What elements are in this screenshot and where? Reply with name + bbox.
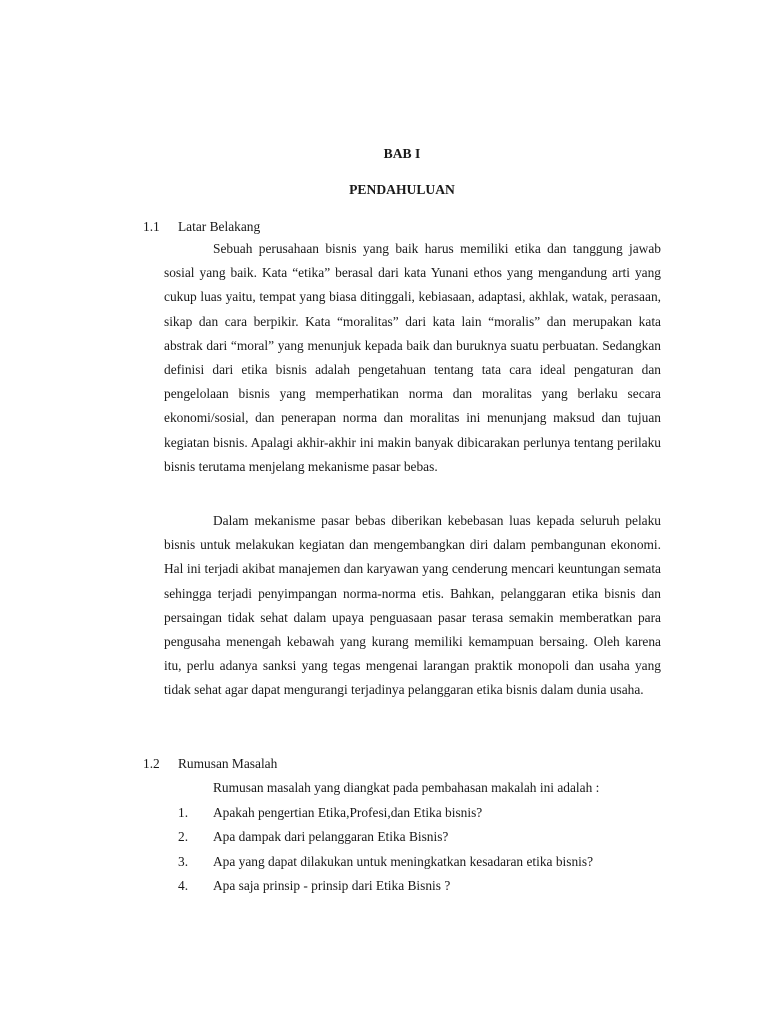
paragraph-latar-belakang-1: Sebuah perusahaan bisnis yang baik harus memiliki etika dan tanggung jawab sosial yang baik. Kata “etika” berasal dari kata Yunani ethos yang mengandung arti yang cukup luas yaitu, tempat yang biasa ditinggali, kebiasaan, adaptasi, akhlak, watak, perasaan, sikap dan cara berpikir. Kata “moralitas” dari kata lain “moralis” dan merupakan kata abstrak dari “moral” yang menunjuk kepada baik dan buruknya suatu perbuatan. Sedangkan definisi dari etika bisnis adalah pengetahuan tentang tata cara ideal pengaturan dan pengelolaan bisnis yang memperhatikan norma dan moralitas yang berlaku secara ekonomi/sosial, dan penerapan norma dan moralitas ini menunjang maksud dan tujuan kegiatan bisnis. Apalagi akhir-akhir ini makin banyak dibicarakan perlunya tentang perilaku bisnis terutama menjelang mekanisme pasar bebas. (164, 241, 661, 474)
section-title-latar-belakang: Latar Belakang (178, 219, 261, 234)
list-item-text: Apakah pengertian Etika,Profesi,dan Etika bisnis? (213, 805, 483, 820)
section-title-rumusan-masalah: Rumusan Masalah (178, 756, 278, 771)
list-item-number: 2. (178, 829, 189, 845)
chapter-title: PENDAHULUAN (349, 182, 455, 197)
list-item-number: 4. (178, 878, 189, 894)
section-number-1-1: 1.1 (143, 219, 160, 234)
rumusan-masalah-intro: Rumusan masalah yang diangkat pada pembahasan makalah ini adalah : (213, 780, 600, 795)
list-item-number: 1. (178, 805, 189, 820)
paragraph-latar-belakang-2: Dalam mekanisme pasar bebas diberikan kebebasan luas kepada seluruh pelaku bisnis untuk melakukan kegiatan dan mengembangkan diri dalam pembangunan ekonomi. Hal ini terjadi akibat manajemen dan karyawan yang cenderung mencari keuntungan semata sehingga terjadi penyimpangan norma-norma etis. Bahkan, pelanggaran etika bisnis dan persaingan tidak sehat dalam upaya penguasaan pasar terasa semakin memberatkan para pengusaha menengah kebawah yang kurang memiliki kemampuan bersaing. Oleh karena itu, perlu adanya sanksi yang tegas mengenai larangan praktik monopoli dan usaha yang tidak sehat agar dapat mengurangi terjadinya pelanggaran etika bisnis dalam dunia usaha. (164, 513, 661, 698)
chapter-label: BAB I (383, 146, 421, 161)
section-number-1-2: 1.2 (143, 756, 160, 771)
list-item-text: Apa dampak dari pelanggaran Etika Bisnis? (213, 829, 449, 845)
list-item-text: Apa saja prinsip - prinsip dari Etika Bisnis ? (213, 878, 451, 894)
list-item-number: 3. (178, 853, 189, 869)
list-item-text: Apa yang dapat dilakukan untuk meningkatkan kesadaran etika bisnis? (213, 853, 594, 869)
